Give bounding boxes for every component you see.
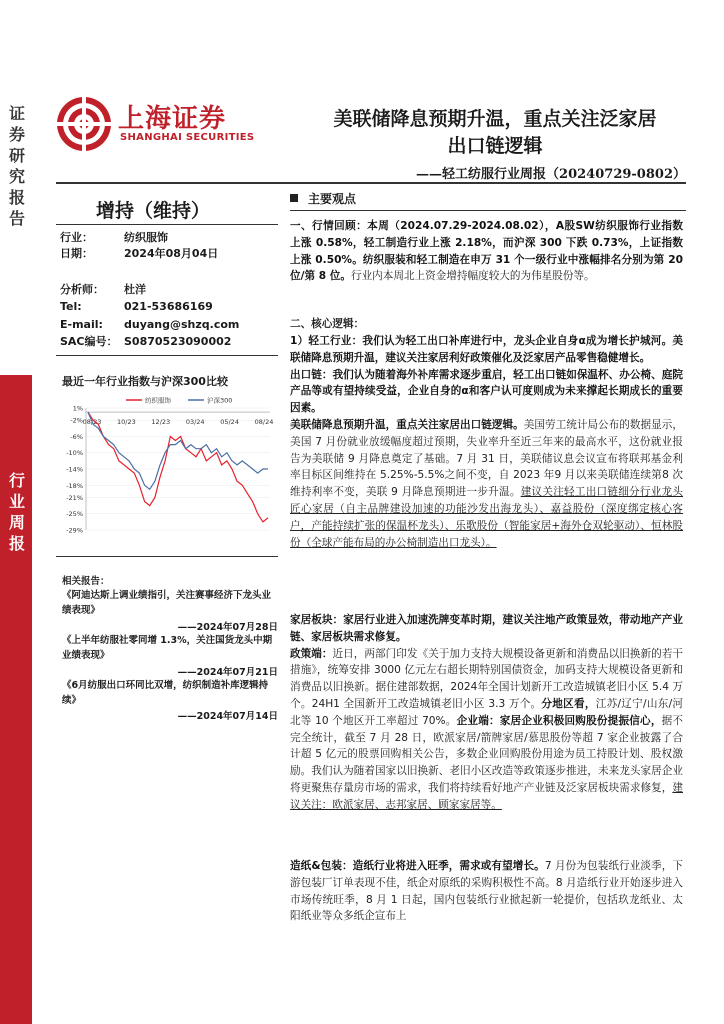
home-corp: 据不完全统计，截至 7 月 28 日，欧派家居/箭牌家居/慕思股份等超 7 家企业披露了合计超 5 亿元的股票回购相关公告，多数企业回购股份用途为员工持股计划、股权激励。我们认为随着国家以旧换新、老旧小区改造等政策逐步推进，未来龙头家居企业将更聚焦存量房市场的需求，我们将持续看好地产产业链及泛家居板块需求修复，	[290, 714, 684, 794]
y-tick-label: -2%	[70, 416, 83, 425]
square-bullet-icon	[290, 194, 298, 202]
y-tick-label: -18%	[66, 481, 83, 490]
analyst-value: 杜洋	[124, 283, 146, 296]
s2-export: 我们认为随着海外补库需求逐步重启，轻工出口链如保温杯、办公椅、庭院产品等或有望持续受益，企业自身的α和客户认可度则成为未来撑起长期成长的重要因素。	[290, 368, 684, 415]
section-market-review	[290, 218, 683, 285]
sac-label: SAC编号：	[60, 335, 118, 348]
s2-fed-recommend: 建议关注轻工出口链细分行业龙头匠心家居（自主品牌建设加速的功能沙发出海龙头）、嘉益股份（深度绑定核心客户，产能持续扩张的保温杯龙头）、乐歌股份（智能家居+海外仓双轮驱动）、恒林股份（全球产能布局的办公椅制造出口龙头）。	[290, 486, 683, 549]
chart-title: 最近一年行业指数与沪深300比较	[62, 375, 228, 388]
x-tick-label: 03/24	[185, 418, 205, 426]
s1-rest: 行业内本周北上资金增持幅度较大的为伟星股份等。	[351, 270, 595, 283]
email-value[interactable]: duyang@shzq.com	[124, 318, 240, 331]
tel-label: Tel:	[60, 300, 82, 313]
report-title-line2: 出口链逻辑	[447, 135, 543, 157]
sidebar-top-label: 证券研究报告	[8, 104, 25, 228]
related-date-3: ——2024年07月14日	[177, 711, 278, 722]
x-tick-label: 08/23	[82, 418, 102, 426]
sidebar-bottom-label: 行业周报	[8, 471, 25, 553]
chart-rule	[56, 556, 278, 557]
date-value: 2024年08月04日	[124, 247, 219, 260]
company-logo	[56, 96, 276, 152]
logo-emblem-icon	[56, 96, 112, 152]
s2-fed-lead: 美联储降息预期升温，重点关注家居出口链逻辑。	[290, 418, 524, 431]
sac-value: S0870523090002	[124, 335, 232, 348]
date-label: 日期：	[60, 247, 93, 260]
y-tick-label: -29%	[66, 526, 83, 535]
home-region: 江苏/辽宁/山东/河北等 10 个地区开工率超过 70%。	[290, 697, 683, 727]
s2-p1: 1）轻工行业：我们认为轻工出口补库进行中，龙头企业自身α成为增长护城河。美联储降息预期升温，建议关注家居利好政策催化及泛家居产品零售稳健增长。	[290, 335, 683, 364]
s2-export-lead: 出口链：	[290, 368, 333, 381]
s1-bold: 本周（2024.07.29-2024.08.02），A股SW纺织服饰行业指数上涨 0.58%，轻工制造行业上涨 2.18%，而沪深 300 下跌 0.73%，上证指数上涨 0.50%。纺织服装和轻工制造在申万 31 个一级行业中涨幅排名分别为第 20 位/第 8 位。	[290, 220, 683, 283]
section-home	[290, 612, 683, 814]
home-policy: 近日，两部门印发《关于加力支持大规模设备更新和消费品以旧换新的若干措施》，统筹安排 3000 亿元左右超长期特别国债资金，加码支持大规模设备更新和消费品以旧换新。据住建部数据，2024年全国计划新开工改造城镇老旧小区 5.4 万个。24H1 全国新开工改造城镇老旧小区 3.3 万个。	[290, 647, 684, 710]
home-corp-lead: 企业端：家居企业积极回购股份提振信心，	[456, 714, 662, 727]
legend-label: 纺织服饰	[145, 396, 171, 405]
related-title: 相关报告：	[62, 576, 110, 587]
related-date-1: ——2024年07月28日	[177, 622, 278, 633]
related-date-2: ——2024年07月21日	[177, 667, 278, 678]
home-recommend: 建议关注：欧派家居、志邦家居、顾家家居等。	[290, 781, 683, 811]
info-analyst	[60, 281, 146, 299]
index-comparison-chart	[56, 392, 278, 540]
logo-en-text: SHANGHAI SECURITIES	[120, 132, 255, 143]
industry-value: 纺织服饰	[124, 231, 168, 244]
sidebar-report-type	[0, 95, 32, 280]
home-region-lead: 分地区看，	[541, 697, 596, 710]
tel-value: 021-53686169	[124, 300, 213, 313]
industry-label: 行业：	[60, 231, 93, 244]
s2-fed: 美国劳工统计局公布的数据显示，美国 7 月份就业放缓幅度超过预期，失业率升至近三年来的最高水平，这份就业报告为美联储 9 月降息奠定了基础。7 月 31 日，美联储议息会议宣布将联邦基金利率目标区间维持在 5.25%-5.5%之间不变，自 2023 年9 月以来美联储连续第8 次维持利率不变，美联 9 月降息预期进一步升温。	[290, 418, 684, 499]
section-paper	[290, 858, 683, 925]
legend-label: 沪深300	[207, 396, 233, 405]
y-tick-label: -14%	[66, 465, 83, 474]
home-policy-lead: 政策端：	[290, 647, 333, 660]
x-tick-label: 05/24	[220, 418, 239, 426]
info-date	[60, 245, 218, 263]
y-tick-label: -21%	[66, 493, 83, 502]
info-tel	[60, 298, 213, 316]
header-rule	[56, 182, 686, 184]
sidebar-red-band	[0, 375, 32, 1024]
info-sac	[60, 333, 231, 351]
main-heading-text: 主要观点	[308, 192, 357, 206]
main-heading	[290, 190, 356, 207]
x-tick-label: 08/24	[254, 418, 274, 426]
section-core-logic	[290, 333, 683, 551]
report-title-line1: 美联储降息预期升温，重点关注泛家居	[333, 108, 657, 130]
logo-cn-text: 上海证券	[118, 104, 227, 134]
rating: 增持（维持）	[96, 200, 211, 222]
paper-lead: 造纸&包装：造纸行业将进入旺季，需求或有望增长。	[290, 860, 545, 872]
email-label: E-mail:	[60, 318, 103, 331]
s2-heading: 二、核心逻辑：	[290, 318, 365, 330]
y-tick-label: 1%	[72, 404, 83, 413]
s1-lead: 一、行情回顾：	[290, 220, 368, 232]
y-tick-label: -10%	[66, 449, 83, 458]
report-subtitle: ——轻工纺服行业周报（20240729-0802）	[416, 167, 686, 182]
info-email	[60, 316, 239, 334]
main-heading-rule	[290, 210, 686, 211]
x-tick-label: 10/23	[117, 418, 136, 426]
related-report-2[interactable]: 《上半年纺服社零同增 1.3%，关注国货龙头中期业绩表现》	[62, 635, 273, 661]
rating-rule	[56, 224, 278, 225]
related-report-1[interactable]: 《阿迪达斯上调业绩指引，关注赛事经济下龙头业绩表现》	[62, 590, 272, 616]
y-tick-label: -6%	[70, 432, 83, 441]
y-tick-label: -25%	[66, 510, 83, 519]
series-line-textile	[88, 412, 268, 522]
x-tick-label: 12/23	[151, 418, 171, 426]
home-lead: 家居板块：家居行业进入加速洗牌变革时期，建议关注地产政策显效，带动地产产业链、家居板块需求修复。	[290, 614, 683, 643]
related-report-3[interactable]: 《6月纺服出口环同比双增，纺织制造补库逻辑持续》	[62, 680, 269, 706]
paper-text: 7 月份为包装纸行业淡季，下游包装厂订单表现不佳，纸企对原纸的采购积极性不高。8 月造纸行业开始逐步进入市场传统旺季，8 月 1 日起，国内包装纸行业掀起新一轮提价，包括玖龙纸业、太阳纸业等众多纸企宣布上	[290, 860, 683, 923]
analyst-label: 分析师：	[60, 283, 104, 296]
info-rule	[56, 355, 278, 356]
